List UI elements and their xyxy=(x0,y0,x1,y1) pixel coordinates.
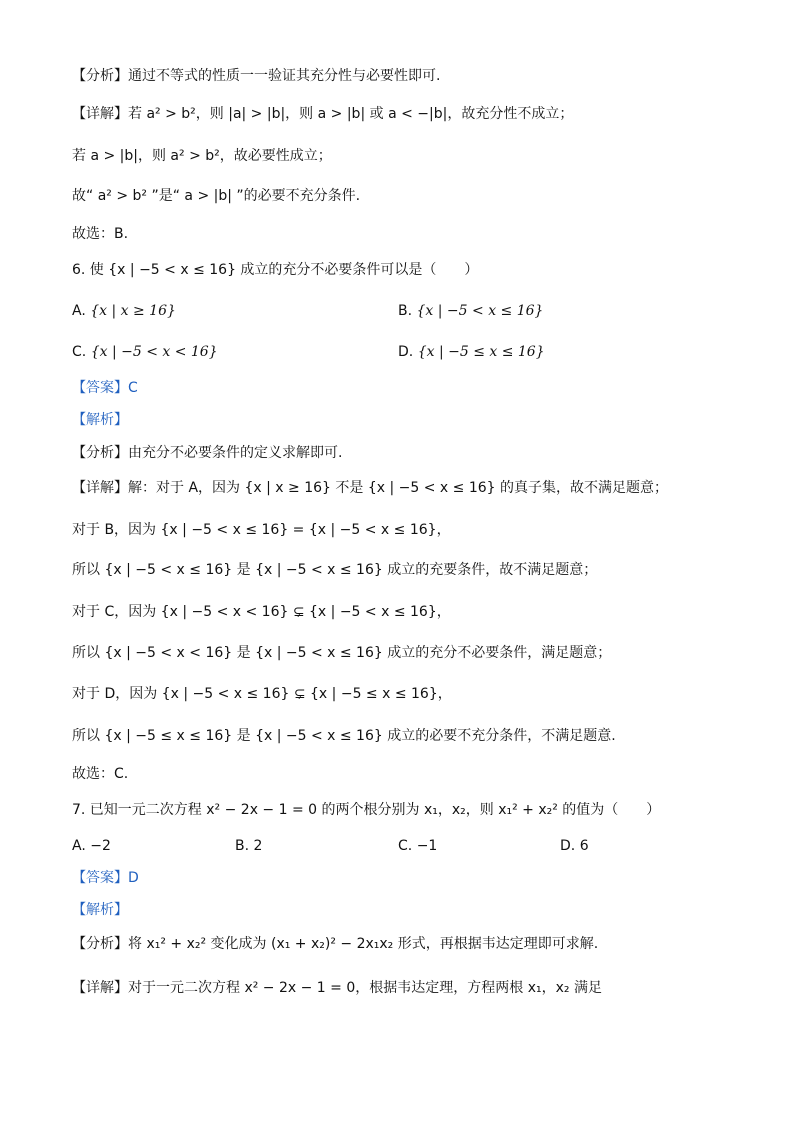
q7-option-b xyxy=(235,836,262,856)
option-label: C. xyxy=(72,344,87,360)
option-label: D. xyxy=(560,838,576,854)
analysis-line: 【分析】由充分不必要条件的定义求解即可. xyxy=(72,445,343,461)
detail-line: 若 a > |b|，则 a² > b²，故必要性成立； xyxy=(72,148,332,164)
option-text: −1 xyxy=(416,838,438,854)
option-text: −2 xyxy=(90,838,111,854)
option-text: 2 xyxy=(253,838,263,854)
detail-line: 对于 D，因为 {x | −5 < x ≤ 16} ⊊ {x | −5 ≤ x ≤ 16}， xyxy=(72,686,452,702)
answer-tag: 【答案】C xyxy=(72,380,138,396)
option-text: {x | −5 < x ≤ 16} xyxy=(416,303,544,319)
option-label: A. xyxy=(72,838,86,854)
analysis-tag: 【解析】 xyxy=(72,902,128,918)
q6-option-c xyxy=(72,342,218,362)
q7-option-a xyxy=(72,836,111,856)
conclusion-line: 故“ a² > b² ”是“ a > |b| ”的必要不充分条件. xyxy=(72,188,361,204)
option-label: B. xyxy=(398,303,413,319)
option-label: D. xyxy=(398,344,414,360)
detail-line: 所以 {x | −5 < x ≤ 16} 是 {x | −5 < x ≤ 16} 成立的充要条件，故不满足题意； xyxy=(72,562,598,578)
option-label: A. xyxy=(72,303,86,319)
option-text: {x | −5 < x < 16} xyxy=(90,344,218,360)
q6-option-a xyxy=(72,301,176,321)
q6-option-d xyxy=(398,342,545,362)
answer-choice-line: 故选：B. xyxy=(72,226,129,242)
option-text: {x | −5 ≤ x ≤ 16} xyxy=(417,344,545,360)
option-text: {x | x ≥ 16} xyxy=(90,303,176,319)
q7-option-c xyxy=(398,836,437,856)
answer-tag: 【答案】D xyxy=(72,870,139,886)
detail-line: 对于 B，因为 {x | −5 < x ≤ 16} = {x | −5 < x ≤ 16}， xyxy=(72,522,451,538)
detail-line: 【详解】对于一元二次方程 x² − 2x − 1 = 0，根据韦达定理，方程两根 x₁，x₂ 满足 xyxy=(72,980,602,996)
option-label: C. xyxy=(398,838,413,854)
detail-line: 【详解】若 a² > b²，则 |a| > |b|，则 a > |b| 或 a < −|b|，故充分性不成立； xyxy=(72,106,574,122)
question-6-stem: 6. 使 {x | −5 < x ≤ 16} 成立的充分不必要条件可以是（ ） xyxy=(72,262,479,278)
detail-line: 所以 {x | −5 < x < 16} 是 {x | −5 < x ≤ 16} 成立的充分不必要条件，满足题意； xyxy=(72,645,612,661)
detail-line: 对于 C，因为 {x | −5 < x < 16} ⊊ {x | −5 < x ≤ 16}， xyxy=(72,604,451,620)
q7-option-d xyxy=(560,836,589,856)
question-7-stem: 7. 已知一元二次方程 x² − 2x − 1 = 0 的两个根分别为 x₁，x₂，则 x₁² + x₂² 的值为（ ） xyxy=(72,802,661,818)
option-text: 6 xyxy=(579,838,589,854)
analysis-line: 【分析】将 x₁² + x₂² 变化成为 (x₁ + x₂)² − 2x₁x₂ 形式，再根据韦达定理即可求解. xyxy=(72,936,599,952)
analysis-tag: 【解析】 xyxy=(72,412,128,428)
q6-option-b xyxy=(398,301,543,321)
detail-line: 【详解】解：对于 A，因为 {x | x ≥ 16} 不是 {x | −5 < x ≤ 16} 的真子集，故不满足题意； xyxy=(72,480,668,496)
detail-line: 所以 {x | −5 ≤ x ≤ 16} 是 {x | −5 < x ≤ 16} 成立的必要不充分条件，不满足题意. xyxy=(72,728,616,744)
answer-choice-line: 故选：C. xyxy=(72,766,129,782)
analysis-line: 【分析】通过不等式的性质一一验证其充分性与必要性即可. xyxy=(72,68,441,84)
option-label: B. xyxy=(235,838,250,854)
